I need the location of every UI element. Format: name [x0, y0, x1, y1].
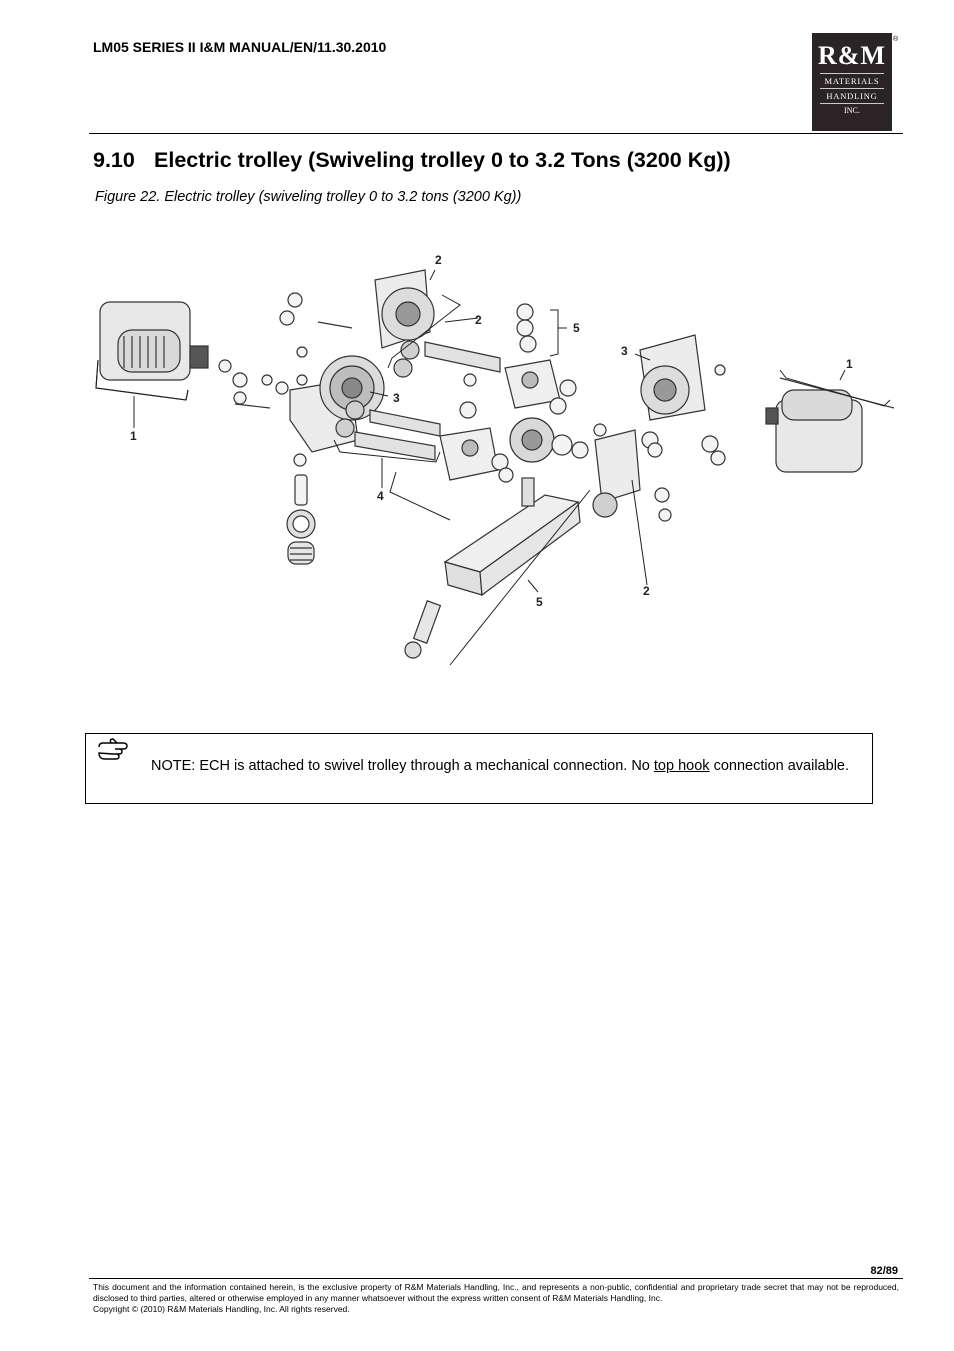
header-divider: [89, 133, 903, 134]
rm-logo: [812, 33, 892, 131]
right-side-plate-part: [593, 335, 705, 517]
exploded-trolley-diagram: [90, 240, 900, 680]
left-motor-part: [96, 302, 208, 400]
registered-mark: ®: [893, 36, 899, 43]
callout-2-bottom: 2: [643, 584, 650, 598]
right-motor-part: [766, 378, 894, 472]
logo-handling: HANDLING: [826, 91, 878, 101]
callout-4: 4: [377, 489, 384, 503]
section-number: 9.10: [93, 148, 135, 172]
callout-3-right: 3: [621, 344, 628, 358]
footer-copyright: Copyright © (2010) R&M Materials Handling, Inc. All rights reserved.: [93, 1304, 350, 1314]
swivel-beam-part: [405, 478, 580, 658]
callout-2-top: 2: [435, 253, 442, 267]
callout-2-upper: 2: [475, 313, 482, 327]
footer-legal-text: This document and the information contained herein, is the exclusive property of R&M Materials Handling, Inc., and represents a non-public, confidential and proprietary trade secret that may not be reproduced, disclosed to third parties, altered or otherwise employed in any manner whatsoever without the express written consent of R&M Materials Handling, Inc.: [93, 1282, 899, 1303]
note-box: [85, 733, 873, 804]
pointing-hand-icon: [97, 737, 135, 761]
logo-rm-text: R&M: [818, 41, 886, 70]
callout-1-left: 1: [130, 429, 137, 443]
page-number: 82/89: [870, 1265, 898, 1277]
note-text-before: NOTE: ECH is attached to swivel trolley through a mechanical connection. No: [151, 758, 654, 774]
footer-divider: [89, 1278, 903, 1279]
figure-caption: Figure 22. Electric trolley (swiveling trolley 0 to 3.2 tons (3200 Kg)): [95, 189, 522, 205]
footer-legal: [93, 1282, 899, 1315]
callout-3-left: 3: [393, 391, 400, 405]
note-text: [151, 757, 863, 775]
callout-5-lower: 5: [536, 595, 543, 609]
note-text-after: connection available.: [709, 758, 850, 774]
section-title-text: Electric trolley (Swiveling trolley 0 to 3.2 Tons (3200 Kg)): [154, 148, 731, 172]
top-hook-link: top hook: [653, 758, 710, 774]
document-id: LM05 SERIES II I&M MANUAL/EN/11.30.2010: [93, 39, 387, 55]
logo-materials: MATERIALS: [824, 76, 880, 86]
top-side-plate-part: [375, 270, 434, 348]
logo-inc: INC.: [844, 106, 860, 115]
callout-1-right: 1: [846, 357, 853, 371]
section-title: [93, 148, 731, 173]
callout-5-upper: 5: [573, 321, 580, 335]
